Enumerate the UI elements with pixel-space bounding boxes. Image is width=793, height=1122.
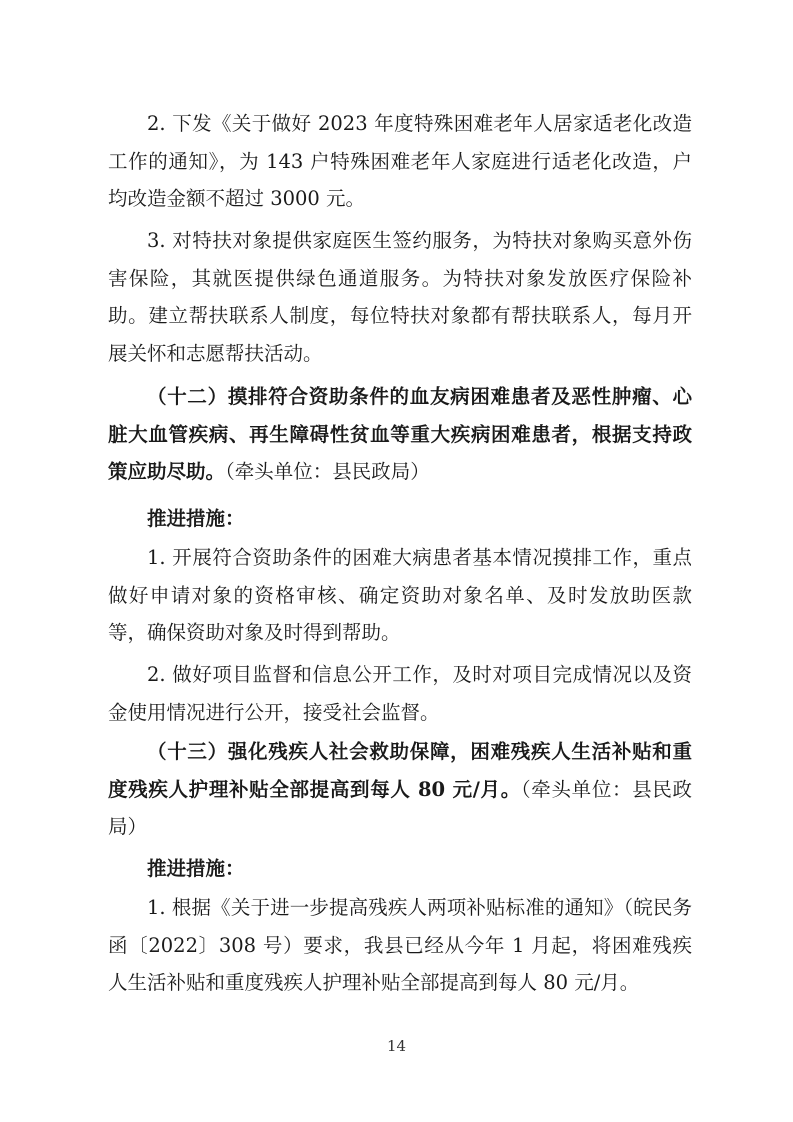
heading-bold-text: （十三）强化残疾人社会救助保障，困难残疾人生活补贴和重度残疾人护理补贴全部提高到每人 80 元/月。	[108, 740, 692, 801]
lead-unit-text: （牵头单位：县民政局）	[225, 460, 430, 483]
paragraph-text: 2. 下发《关于做好 2023 年度特殊困难老年人居家适老化改造工作的通知》，为 143 户特殊困难老年人家庭进行适老化改造，户均改造金额不超过 3000 元。	[108, 112, 692, 210]
paragraph-text: 3. 对特扶对象提供家庭医生签约服务，为特扶对象购买意外伤害保险，其就医提供绿色通道服务。为特扶对象发放医疗保险补助。建立帮扶联系人制度，每位特扶对象都有帮扶联系人，每月开展关怀和志愿帮扶活动。	[108, 229, 692, 365]
heading-paragraph	[108, 733, 692, 846]
measures-label: 推进措施：	[147, 507, 245, 530]
section-heading-12	[108, 378, 692, 491]
paragraph-text: 1. 开展符合资助条件的困难大病患者基本情况摸排工作，重点做好申请对象的资格审核、确定资助对象名单、及时发放助医款等，确保资助对象及时得到帮助。	[108, 546, 692, 644]
paragraph-text: 1. 根据《关于进一步提高残疾人两项补贴标准的通知》（皖民务函〔2022〕308 号）要求，我县已经从今年 1 月起，将困难残疾人生活补贴和重度残疾人护理补贴全部提高到每人 80 元/月。	[108, 896, 692, 994]
measures-label: 推进措施：	[147, 857, 245, 880]
paragraph-text: 2. 做好项目监督和信息公开工作，及时对项目完成情况以及资金使用情况进行公开，接受社会监督。	[108, 663, 692, 724]
heading-bold-text: （十二）摸排符合资助条件的血友病困难患者及恶性肿瘤、心脏大血管疾病、再生障碍性贫血等重大疾病困难患者，根据支持政策应助尽助。	[108, 385, 692, 483]
section-heading-13	[108, 733, 692, 846]
page-number: 14	[386, 1037, 407, 1055]
paragraph-measure-3	[108, 889, 692, 1002]
paragraph-measure-2	[108, 656, 692, 731]
paragraph-item-2	[108, 105, 692, 218]
measures-heading	[108, 500, 692, 538]
paragraph-item-3	[108, 222, 692, 372]
paragraph-measure-1	[108, 539, 692, 652]
lead-unit-text: （牵头单位：县民政局）	[108, 777, 692, 838]
measures-heading-2	[108, 850, 692, 888]
heading-paragraph	[108, 378, 692, 491]
